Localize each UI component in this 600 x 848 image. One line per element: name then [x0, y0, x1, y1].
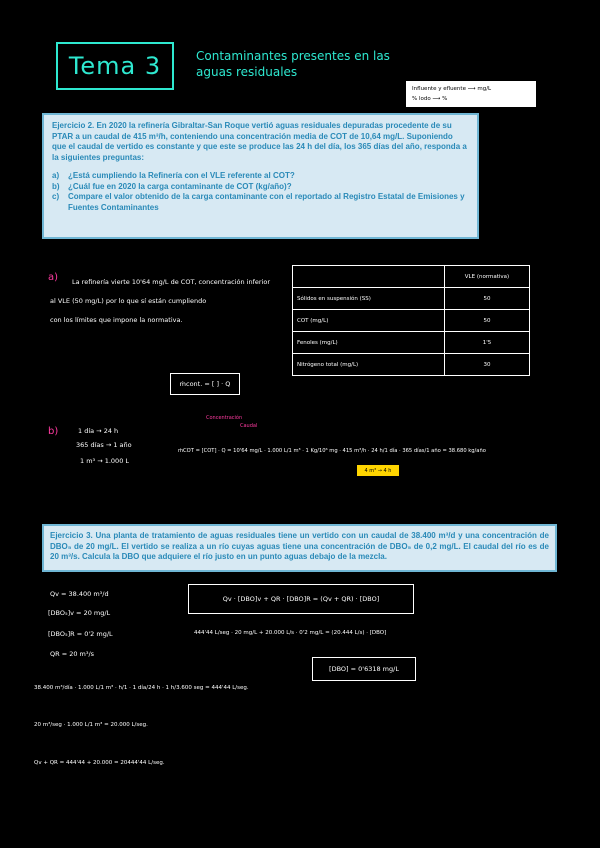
- exercise2-statement: Ejercicio 2. En 2020 la refinería Gibraltar-San Roque vertió aguas residuales depuradas procedente de su PTAR a un caudal de 415 m³/h, conteniendo una concentración media de COT de 10,64 mg/L. Suponiendo que el caudal de vertido es constante y que este se produce las 24 h del día, los 365 días del año, responda a la siguientes preguntas:: [52, 121, 467, 162]
- table-cell: Sólidos en suspensión (SS): [293, 288, 445, 310]
- conversion-year: 365 días → 1 año: [76, 441, 132, 449]
- exercise2-box: [42, 113, 479, 239]
- formula-text: ṁcont. = [ ] · Q: [179, 380, 231, 388]
- title-box: [56, 42, 174, 90]
- page-subtitle: Contaminantes presentes en las aguas residuales: [196, 49, 390, 79]
- given-flow-r: QR = 20 m³/s: [50, 650, 95, 658]
- formula-box: [170, 373, 240, 395]
- question-letter: a): [52, 171, 60, 180]
- table-cell: 50: [445, 288, 530, 310]
- table-row: [293, 310, 530, 332]
- legend-line1-label: Influente y efluente: [412, 86, 466, 92]
- table-cell: 1'5: [445, 332, 530, 354]
- mass-balance-box: [188, 584, 414, 614]
- vle-table: [292, 265, 530, 376]
- table-row: [293, 354, 530, 376]
- table-header: VLE (normativa): [445, 266, 530, 288]
- result-dbo: [DBO] = 0'6318 mg/L: [329, 665, 399, 673]
- answer-a-line3: con los límites que impone la normativa.: [50, 316, 183, 324]
- exercise3-box: [42, 524, 557, 572]
- question-letter: b): [52, 181, 60, 191]
- table-cell: Fenoles (mg/L): [293, 332, 445, 354]
- answer-a-line2: al VLE (50 mg/L) por lo que sí están cumpliendo: [50, 297, 207, 305]
- calc-total-flow: Qv + QR = 444'44 + 20.000 = 20444'44 L/seg.: [34, 760, 165, 766]
- table-cell: 50: [445, 310, 530, 332]
- given-dbo-v: [DBO₅]v = 20 mg/L: [48, 609, 111, 617]
- table-cell: [293, 266, 445, 288]
- answer-a-label: a): [48, 272, 59, 283]
- answer-b-label: b): [48, 426, 59, 437]
- question-letter: c): [52, 192, 60, 201]
- legend-line2-unit: %: [442, 96, 448, 102]
- question-item: [52, 192, 469, 213]
- table-row: [293, 332, 530, 354]
- calc-river-flow: 20 m³/seg · 1.000 L/1 m³ = 20.000 L/seg.: [34, 722, 148, 728]
- mass-balance-equation: Qv · [DBO]v + QR · [DBO]R = (Qv + QR) · [DBO]: [222, 595, 380, 603]
- page-title: Tema 3: [68, 52, 162, 80]
- question-item: [52, 182, 469, 193]
- question-text: ¿Está cumpliendo la Refinería con el VLE referente al COT?: [68, 171, 295, 180]
- legend-line2-label: % lodo: [412, 96, 431, 102]
- question-text: ¿Cuál fue en 2020 la carga contaminante de COT (kg/año)?: [68, 181, 292, 191]
- question-item: [52, 171, 469, 182]
- table-cell: COT (mg/L): [293, 310, 445, 332]
- result-box: [312, 657, 416, 681]
- substituted-equation: 444'44 L/seg · 20 mg/L + 20.000 L/s · 0'2 mg/L = (20.444 L/s) · [DBO]: [194, 630, 387, 636]
- answer-a-line1: La refinería vierte 10'64 mg/L de COT, concentración inferior: [72, 278, 271, 286]
- exercise3-statement: Ejercicio 3. Una planta de tratamiento de aguas residuales tiene un vertido con un caudal de 38.400 m³/d y una concentración de DBO₅ de 20 mg/L. El vertido se realiza a un río cuyas aguas tiene una concentración de DBO₅ de 0,2 mg/L. El caudal del río es de 20 m³/s. Calcula la DBO que adquiere el río justo en un punto aguas debajo de la mezcla.: [50, 531, 549, 561]
- legend-line1-unit: mg/L: [477, 86, 492, 92]
- given-flow-v: Qv = 38.400 m³/d: [50, 590, 109, 598]
- table-row: [293, 288, 530, 310]
- question-text: Compare el valor obtenido de la carga contaminante con el reportado al Registro Estatal de Emisiones y Fuentes Contaminantes: [68, 192, 465, 212]
- carga-equation: ṁCOT = [COT] · Q = 10'64 mg/L · 1.000 L/1 m³ · 1 Kg/10⁶ mg · 415 m³/h · 24 h/1 día · 365 días/1 año = 38.680 kg/año: [178, 448, 486, 454]
- conversion-day: 1 día → 24 h: [78, 427, 119, 435]
- table-row: [293, 266, 530, 288]
- highlight-note: 4 m³ → 4 h: [357, 465, 399, 476]
- table-cell: 30: [445, 354, 530, 376]
- conversion-volume: 1 m³ → 1.000 L: [80, 457, 130, 465]
- table-cell: Nitrógeno total (mg/L): [293, 354, 445, 376]
- exercise2-questions: [52, 171, 469, 213]
- calc-flow-conversion: 38.400 m³/día · 1.000 L/1 m³ · h/1 · 1 día/24 h · 1 h/3.600 seg = 444'44 L/seg.: [34, 685, 249, 691]
- given-dbo-r: [DBO₅]R = 0'2 mg/L: [48, 630, 113, 638]
- annotation-flow: Caudal: [240, 423, 258, 429]
- units-legend: Influente y efluente ⟶ mg/L % lodo ⟶ %: [406, 81, 536, 107]
- annotation-concentration: Concentración: [206, 415, 243, 421]
